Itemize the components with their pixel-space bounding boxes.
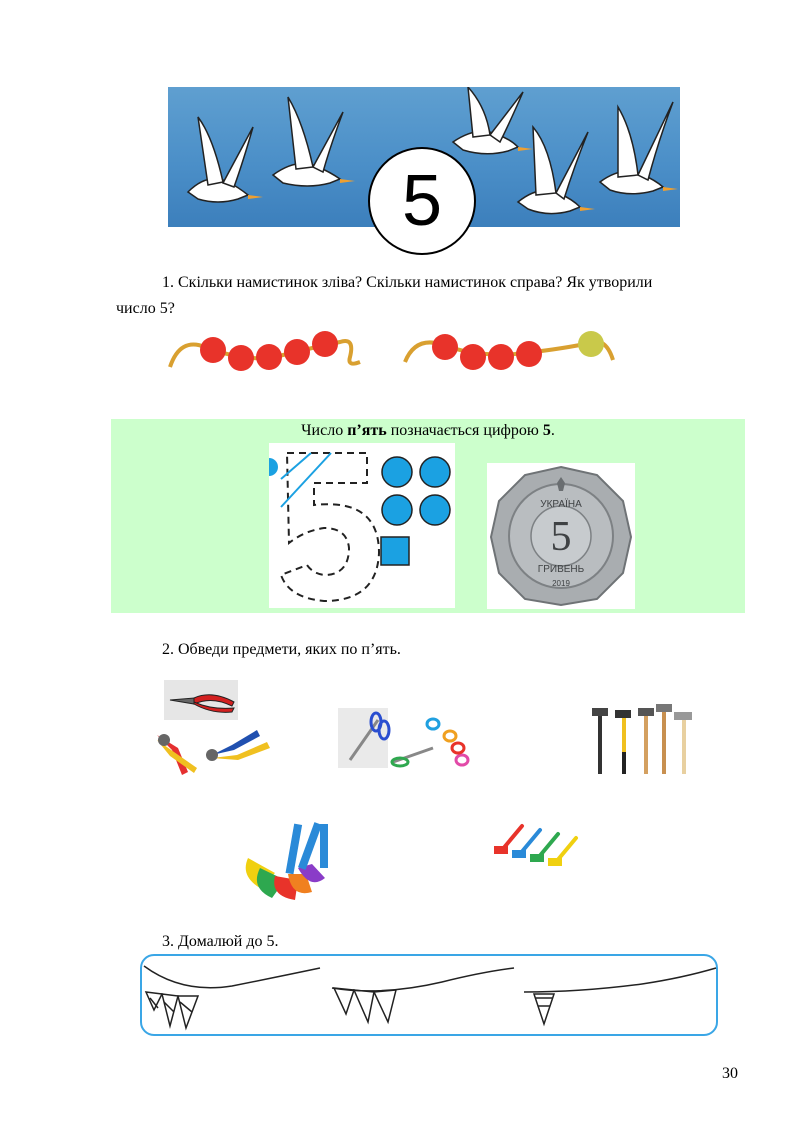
rakes-group (492, 822, 588, 870)
pliers-blue (206, 730, 270, 761)
coin-value: 5 (550, 514, 572, 560)
info-box (111, 419, 745, 613)
number-five-circle: 5 (368, 147, 476, 255)
bead (488, 344, 514, 370)
pliers-red (157, 734, 197, 775)
pliers-group (152, 680, 280, 780)
bead (228, 345, 254, 371)
task3-instruction: 3. Домалюй до 5. (162, 933, 279, 950)
bead (256, 344, 282, 370)
tracing-five-card (269, 443, 455, 608)
task2-instruction: 2. Обведи предмети, яких по п’ять. (162, 641, 401, 658)
shovels-group (240, 818, 336, 902)
coin-year: 2019 (552, 579, 570, 588)
bead (200, 337, 226, 363)
coin-currency: ГРИВЕНЬ (537, 564, 585, 575)
page-number: 30 (722, 1065, 738, 1082)
scissors-group (338, 708, 470, 774)
garlands-illustration (142, 956, 720, 1038)
hammers-group (588, 704, 700, 776)
coin-country: УКРАЇНА (540, 499, 582, 510)
dashed-five-illustration (269, 443, 455, 608)
bead (312, 331, 338, 357)
beads-illustration (165, 322, 645, 382)
task1-question: 1. Скільки намистинок зліва? Скільки намистинок справа? Як утворили (162, 274, 653, 291)
coin-card (487, 463, 635, 609)
bead (516, 341, 542, 367)
garland-frame (140, 954, 718, 1036)
bead (432, 334, 458, 360)
task1-question-cont: число 5? (116, 300, 175, 317)
bead (460, 344, 486, 370)
info-statement: Число п’ять позначається цифрою 5. (301, 422, 555, 439)
bead-yellow (578, 331, 604, 357)
bead (284, 339, 310, 365)
